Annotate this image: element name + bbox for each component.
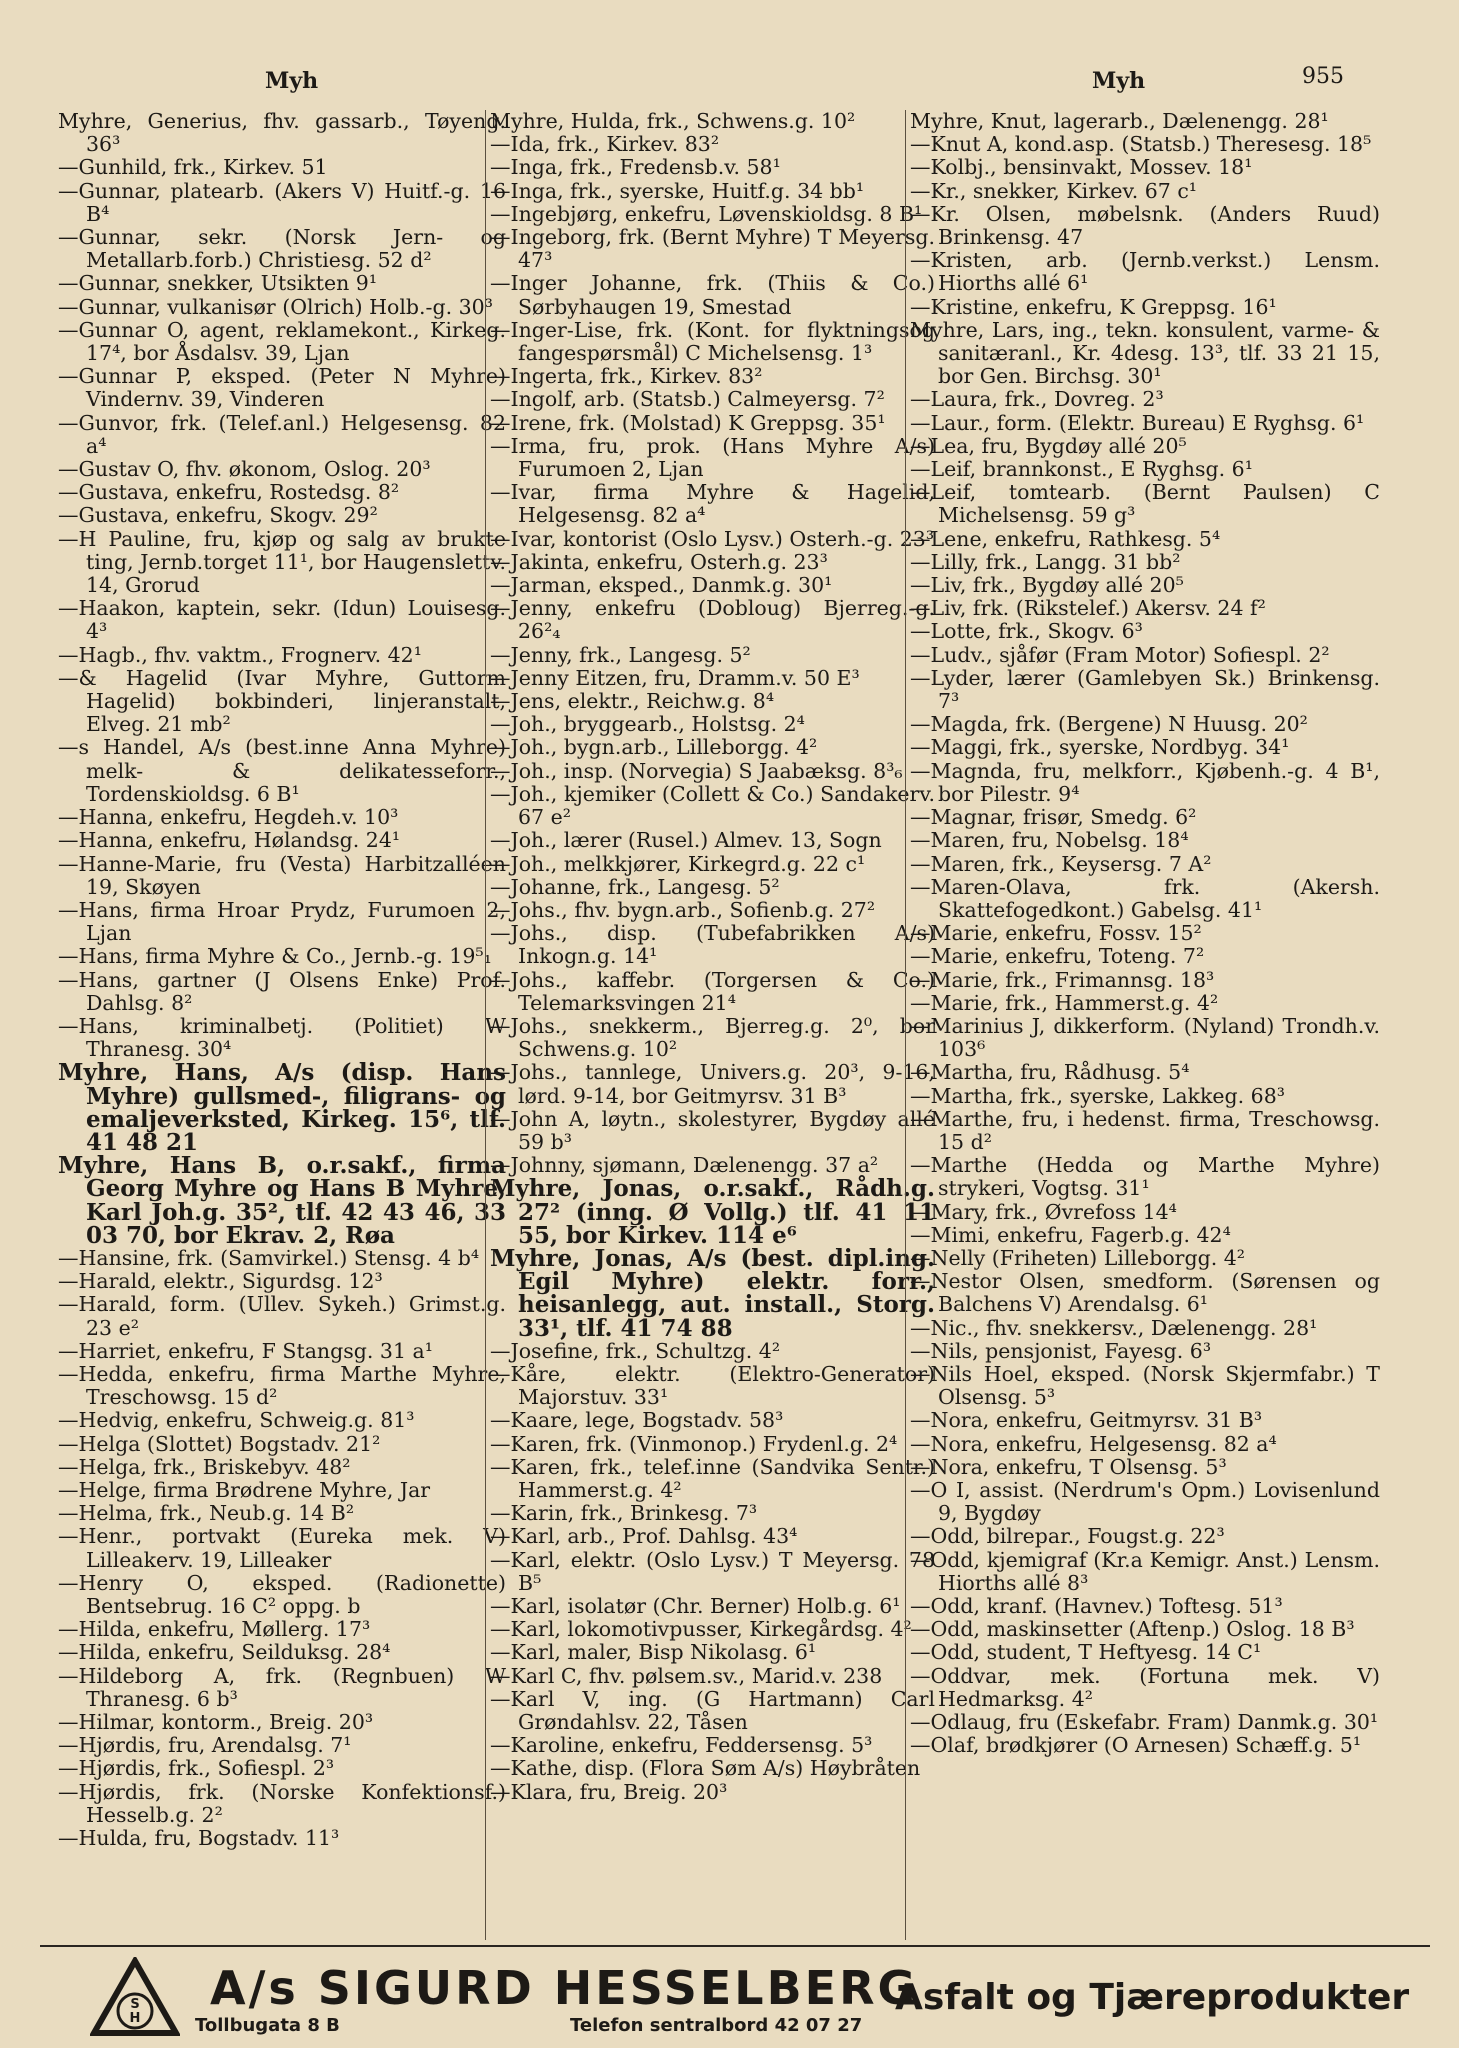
directory-entry: —Karen, frk. (Vinmonop.) Frydenl.g. 2⁴ — [490, 1431, 898, 1456]
directory-entry: —Ingolf, arb. (Statsb.) Calmeyersg. 7² — [490, 387, 885, 412]
directory-entry: —Hulda, fru, Bogstadv. 11³ — [58, 1826, 340, 1851]
directory-entry: —Inger Johanne, frk. (Thiis & Co.) Sørbyhaugen 19, Smestad — [490, 271, 935, 319]
directory-entry: —Marthe, fru, i hedenst. firma, Treschowsg. 15 d² — [910, 1106, 1380, 1154]
directory-entry: —Odlaug, fru (Eskefabr. Fram) Danmk.g. 30¹ — [910, 1710, 1379, 1735]
directory-entry: —Gustava, enkefru, Skogv. 29² — [58, 503, 378, 528]
directory-entry: —Johanne, frk., Langesg. 5² — [490, 874, 780, 899]
directory-entry: —Karl V, ing. (G Hartmann) Carl Grøndahlsv. 22, Tåsen — [490, 1686, 935, 1735]
directory-entry: —Klara, fru, Breig. 20³ — [490, 1779, 728, 1804]
directory-entry: —Hanna, enkefru, Hølandsg. 24¹ — [58, 828, 401, 853]
directory-entry: —Karin, frk., Brinkesg. 7³ — [490, 1501, 758, 1526]
directory-entry: —Karl C, fhv. pølsem.sv., Marid.v. 238 — [490, 1663, 883, 1688]
directory-entry: Myhre, Lars, ing., tekn. konsulent, varme- & sanitæranl., Kr. 4desg. 13³, tlf. 33 21 15, bor Gen. Birchsg. 30¹ — [910, 317, 1380, 389]
ad-phone: Telefon sentralbord 42 07 27 — [570, 2015, 863, 2036]
directory-entry: —Nestor Olsen, smedform. (Sørensen og Balchens V) Arendalsg. 6¹ — [910, 1269, 1380, 1317]
directory-entry: —Ingeborg, frk. (Bernt Myhre) T Meyersg. 47³ — [490, 225, 935, 273]
directory-entry: —Maren, fru, Nobelsg. 18⁴ — [910, 828, 1189, 853]
directory-entry: Myhre, Generius, fhv. gassarb., Tøyeng. 36³ — [58, 109, 506, 157]
directory-entry: —Lotte, frk., Skogv. 6³ — [910, 619, 1143, 644]
directory-entry: —Marie, enkefru, Toteng. 7² — [910, 944, 1205, 969]
directory-entry: —Hjørdis, fru, Arendalsg. 7¹ — [58, 1733, 352, 1758]
directory-entry: —Kaare, lege, Bogstadv. 58³ — [490, 1408, 784, 1433]
directory-entry: —Johnny, sjømann, Dælenengg. 37 a² — [490, 1153, 879, 1178]
directory-entry: —Johs., disp. (Tubefabrikken A/s) Inkogn.g. 14¹ — [490, 921, 935, 969]
directory-entry: —Nils Hoel, eksped. (Norsk Skjermfabr.) T Olsensg. 5³ — [910, 1361, 1380, 1410]
directory-entry: —Jens, elektr., Reichw.g. 8⁴ — [490, 689, 775, 714]
directory-entry: —Liv, frk., Bygdøy allé 20⁵ — [910, 573, 1184, 598]
directory-entry: —Helge, firma Brødrene Myhre, Jar — [58, 1477, 431, 1502]
directory-entry: —Odd, maskinsetter (Aftenp.) Oslog. 18 B³ — [910, 1617, 1355, 1642]
directory-entry: —Joh., bygn.arb., Lilleborgg. 4² — [490, 735, 818, 760]
directory-entry: —Jenny, frk., Langesg. 5² — [490, 642, 751, 667]
directory-entry: —Joh., insp. (Norvegia) S Jaabæksg. 8³₆ — [490, 758, 903, 783]
directory-entry: —Hans, kriminalbetj. (Politiet) W Thranesg. 30⁴ — [58, 1013, 506, 1062]
directory-entry: —Marinius J, dikkerform. (Nyland) Trondh.v. 103⁶ — [910, 1013, 1380, 1062]
directory-entry: —Ivar, firma Myhre & Hagelid, Helgesensg. 82 a⁴ — [490, 480, 935, 528]
directory-entry: —Haakon, kaptein, sekr. (Idun) Louisesg. 4³ — [58, 596, 506, 644]
directory-page — [40, 0, 1430, 2048]
directory-entry: —Ida, frk., Kirkev. 83² — [490, 132, 720, 157]
directory-entry: —Gustava, enkefru, Rostedsg. 8² — [58, 480, 400, 505]
directory-entry: —Martha, frk., syerske, Lakkeg. 68³ — [910, 1083, 1285, 1108]
directory-entry: —John A, løytn., skolestyrer, Bygdøy allé 59 b³ — [490, 1106, 935, 1154]
ad-products: Asfalt og Tjæreprodukter — [895, 1977, 1410, 2018]
directory-entry: —Marie, enkefru, Fossv. 15² — [910, 921, 1202, 946]
directory-entry: —Lilly, frk., Langg. 31 bb² — [910, 549, 1181, 574]
directory-entry: —Hilmar, kontorm., Breig. 20³ — [58, 1710, 374, 1735]
directory-entry: —s Handel, A/s (best.inne Anna Myhre) melk- & delikatesseforr., Tordenskioldsg. 6 B¹ — [58, 735, 506, 806]
directory-entry: —Ivar, kontorist (Oslo Lysv.) Osterh.-g. 23³ — [490, 526, 935, 551]
directory-entry: —Nora, enkefru, Helgesensg. 82 a⁴ — [910, 1431, 1277, 1456]
svg-text:S: S — [130, 1997, 140, 2012]
directory-entry: —Hans, gartner (J Olsens Enke) Prof. Dahlsg. 8² — [58, 967, 506, 1015]
directory-entry: —Mary, frk., Øvrefoss 14⁴ — [910, 1199, 1177, 1224]
directory-entry: —Gustav O, fhv. økonom, Oslog. 20³ — [58, 457, 431, 482]
directory-entry: —Joh., bryggearb., Holstsg. 2⁴ — [490, 712, 805, 737]
directory-entry: —Karl, isolatør (Chr. Berner) Holb.g. 6¹ — [490, 1594, 901, 1618]
directory-entry: —Kristine, enkefru, K Greppsg. 16¹ — [910, 294, 1277, 319]
directory-entry: —Hanne-Marie, fru (Vesta) Harbitzalléen 19, Skøyen — [58, 851, 506, 899]
directory-entry: —Lene, enkefru, Rathkesg. 5⁴ — [910, 526, 1221, 551]
directory-entry: —Gunvor, frk. (Telef.anl.) Helgesensg. 82 a⁴ — [58, 410, 506, 458]
directory-entry: —Martha, fru, Rådhusg. 5⁴ — [910, 1060, 1190, 1085]
directory-entry: —Odd, kranf. (Havnev.) Toftesg. 51³ — [910, 1594, 1283, 1618]
directory-entry: —Harald, form. (Ullev. Sykeh.) Grimst.g. 23 e² — [58, 1292, 506, 1340]
directory-entry: —Ludv., sjåfør (Fram Motor) Sofiespl. 2² — [910, 642, 1330, 667]
directory-entry: —Gunnar, sekr. (Norsk Jern- og Metallarb.forb.) Christiesg. 52 d² — [58, 225, 506, 273]
directory-entry: —Helma, frk., Neub.g. 14 B² — [58, 1501, 355, 1526]
directory-entry: —Hildeborg A, frk. (Regnbuen) W Thranesg. 6 b³ — [58, 1663, 506, 1711]
directory-entry: —Josefine, frk., Schultzg. 4² — [490, 1338, 781, 1363]
directory-entry: —Irma, fru, prok. (Hans Myhre A/s) Furumoen 2, Ljan — [490, 433, 935, 482]
directory-entry: —Hanna, enkefru, Hegdeh.v. 10³ — [58, 805, 399, 830]
directory-entry: —Johs., snekkerm., Bjerreg.g. 2⁰, bor Schwens.g. 10² — [490, 1013, 935, 1062]
directory-entry: —Knut A, kond.asp. (Statsb.) Theresesg. 18⁵ — [910, 132, 1372, 157]
directory-entry: —Kolbj., bensinvakt, Mossev. 18¹ — [910, 155, 1253, 180]
directory-entry: —Laur., form. (Elektr. Bureau) E Ryghsg. 6¹ — [910, 410, 1365, 435]
directory-entry: —Lyder, lærer (Gamlebyen Sk.) Brinkensg. 7³ — [910, 665, 1380, 714]
column-1 — [58, 110, 506, 1940]
directory-entry: —Marie, frk., Frimannsg. 18³ — [910, 967, 1215, 992]
directory-entry: —Maren, frk., Keysersg. 7 A² — [910, 851, 1212, 876]
column-3 — [905, 110, 1380, 1940]
directory-entry: —Gunnar, snekker, Utsikten 9¹ — [58, 271, 378, 296]
directory-entry: —Odd, kjemigraf (Kr.a Kemigr. Anst.) Lensm. Hiorths allé 8³ — [910, 1547, 1380, 1595]
directory-entry: —Nic., fhv. snekkersv., Dælenengg. 28¹ — [910, 1315, 1318, 1340]
directory-entry: —Inga, frk., Fredensb.v. 58¹ — [490, 155, 781, 180]
ad-address: Tollbugata 8 B — [195, 2015, 340, 2036]
advertisement — [40, 1945, 1430, 2042]
directory-entry: —Odd, bilrepar., Fougst.g. 22³ — [910, 1524, 1225, 1549]
directory-entry: —Helga (Slottet) Bogstadv. 21² — [58, 1431, 381, 1456]
directory-entry: —Gunhild, frk., Kirkev. 51 — [58, 155, 328, 180]
directory-entry: —Jarman, eksped., Danmk.g. 30¹ — [490, 573, 833, 598]
directory-entry: —Hjørdis, frk. (Norske Konfektionsf.) Hesselb.g. 2² — [58, 1779, 506, 1827]
directory-entry: —Johs., fhv. bygn.arb., Sofienb.g. 27² — [490, 897, 876, 922]
directory-entry: —Karl, elektr. (Oslo Lysv.) T Meyersg. 78 B⁵ — [490, 1547, 935, 1595]
directory-entry: —Hedvig, enkefru, Schweig.g. 81³ — [58, 1408, 415, 1433]
directory-entry: Myhre, Knut, lagerarb., Dælenengg. 28¹ — [910, 109, 1329, 133]
directory-entry: Myhre, Hans, A/s (disp. Hans Myhre) gullsmed-, filigrans- og emaljeverksted, Kirkeg. 15⁶, tlf. 41 48 21 — [58, 1059, 506, 1156]
directory-entry: —Laura, frk., Dovreg. 2³ — [910, 387, 1164, 412]
directory-entry: —Lea, fru, Bygdøy allé 20⁵ — [910, 433, 1187, 458]
directory-entry: —Marie, frk., Hammerst.g. 4² — [910, 990, 1219, 1015]
directory-entry: —Inga, frk., syerske, Huitf.g. 34 bb¹ — [490, 178, 865, 203]
triangle-logo-icon — [90, 1957, 180, 2037]
directory-entry: —Hans, firma Myhre & Co., Jernb.-g. 19⁵₁ — [58, 944, 492, 969]
directory-entry: —Mimi, enkefru, Fagerb.g. 42⁴ — [910, 1222, 1231, 1247]
directory-entry: —Kathe, disp. (Flora Søm A/s) Høybråten — [490, 1756, 921, 1781]
directory-entry: —Maren-Olava, frk. (Akersh. Skattefogedkont.) Gabelsg. 41¹ — [910, 874, 1380, 922]
ad-firm-name: A/s SIGURD HESSELBERG — [210, 1961, 919, 2015]
directory-entry: —Karl, lokomotivpusser, Kirkegårdsg. 4² — [490, 1617, 912, 1642]
directory-entry: —Kristen, arb. (Jernb.verkst.) Lensm. Hiorths allé 6¹ — [910, 248, 1380, 296]
directory-entry: —Joh., lærer (Rusel.) Almev. 13, Sogn — [490, 828, 882, 853]
directory-entry: —O I, assist. (Nerdrum's Opm.) Lovisenlund 9, Bygdøy — [910, 1477, 1380, 1526]
directory-entry: —Gunnar, vulkanisør (Olrich) Holb.-g. 30³ — [58, 294, 493, 319]
directory-entry: —Johs., kaffebr. (Torgersen & Co.) Telemarksvingen 21⁴ — [490, 967, 935, 1015]
directory-entry: —Gunnar P, eksped. (Peter N Myhre) Vindernv. 39, Vinderen — [58, 364, 506, 412]
directory-entry: —Hjørdis, frk., Sofiespl. 2³ — [58, 1756, 335, 1781]
directory-entry: —Karl, arb., Prof. Dahlsg. 43⁴ — [490, 1524, 798, 1549]
directory-entry: —Joh., kjemiker (Collett & Co.) Sandakerv. 67 e² — [490, 781, 935, 830]
directory-entry: —Magnar, frisør, Smedg. 6² — [910, 805, 1197, 830]
directory-entry: —Nora, enkefru, Geitmyrsv. 31 B³ — [910, 1408, 1263, 1433]
directory-entry: —Harriet, enkefru, F Stangsg. 31 a¹ — [58, 1338, 433, 1363]
directory-entry: —Liv, frk. (Rikstelef.) Akersv. 24 f² — [910, 596, 1266, 621]
directory-entry: —Hans, firma Hroar Prydz, Furumoen 2, Ljan — [58, 897, 506, 946]
directory-entry: —Johs., tannlege, Univers.g. 20³, 9-16, lørd. 9-14, bor Geitmyrsv. 31 B³ — [490, 1060, 935, 1108]
directory-entry: —Gunnar, platearb. (Akers V) Huitf.-g. 16 B⁴ — [58, 178, 506, 226]
directory-entry: —Jenny Eitzen, fru, Dramm.v. 50 E³ — [490, 665, 860, 690]
directory-entry: —Hedda, enkefru, firma Marthe Myhre, Treschowsg. 15 d² — [58, 1361, 506, 1410]
directory-entry: —Hilda, enkefru, Møllerg. 17³ — [58, 1617, 371, 1642]
directory-entry: —& Hagelid (Ivar Myhre, Guttorm Hagelid) bokbinderi, linjeranstalt, Elveg. 21 mb² — [58, 665, 506, 737]
directory-entry: —Leif, brannkonst., E Ryghsg. 6¹ — [910, 457, 1253, 482]
directory-entry: —Odd, student, T Heftyesg. 14 C¹ — [910, 1640, 1262, 1665]
directory-entry: —Inger-Lise, frk. (Kont. for flyktningsog fangespørsmål) C Michelsensg. 1³ — [490, 317, 935, 366]
directory-entry: —Harald, elektr., Sigurdsg. 12³ — [58, 1269, 383, 1294]
directory-entry: Myhre, Jonas, A/s (best. dipl.ing. Egil Myhre) elektr. forr., heisanlegg, aut. install., Storg. 33¹, tlf. 41 74 88 — [490, 1244, 935, 1342]
directory-entry: —Maggi, frk., syerske, Nordbyg. 34¹ — [910, 735, 1290, 760]
svg-text:H: H — [129, 2011, 141, 2026]
directory-entry: —Nils, pensjonist, Fayesg. 6³ — [910, 1338, 1212, 1363]
directory-entry: —Hagb., fhv. vaktm., Frognerv. 42¹ — [58, 642, 422, 667]
directory-entry: —Henr., portvakt (Eureka mek. V) Lilleakerv. 19, Lilleaker — [58, 1524, 506, 1572]
directory-entry: —Magda, frk. (Bergene) N Huusg. 20² — [910, 712, 1308, 737]
directory-entry: —Jakinta, enkefru, Osterh.g. 23³ — [490, 549, 828, 574]
directory-entry: —Helga, frk., Briskebyv. 48² — [58, 1454, 351, 1479]
directory-entry: —Magnda, fru, melkforr., Kjøbenh.-g. 4 B¹, bor Pilestr. 9⁴ — [910, 758, 1380, 806]
page-header — [40, 58, 1430, 98]
column-2 — [485, 110, 935, 1940]
page-number: 955 — [1302, 64, 1344, 89]
directory-entry: —Ingebjørg, enkefru, Løvenskioldsg. 8 B¹ — [490, 201, 923, 226]
directory-entry: —Nelly (Friheten) Lilleborgg. 4² — [910, 1245, 1245, 1270]
directory-entry: —Gunnar O, agent, reklamekont., Kirkeg. 17⁴, bor Åsdalsv. 39, Ljan — [58, 317, 506, 366]
directory-entry: —Oddvar, mek. (Fortuna mek. V) Hedmarksg. 4² — [910, 1663, 1380, 1711]
directory-entry: —Jenny, enkefru (Dobloug) Bjerreg.-g. 26²₄ — [490, 596, 935, 644]
right-guide-word: Myh — [1092, 68, 1146, 94]
directory-entry: —Hilda, enkefru, Seilduksg. 28⁴ — [58, 1640, 391, 1665]
directory-entry: —Karoline, enkefru, Feddersensg. 5³ — [490, 1733, 873, 1758]
directory-entry: —Kr., snekker, Kirkev. 67 c¹ — [910, 178, 1198, 203]
directory-entry: —Leif, tomtearb. (Bernt Paulsen) C Michelsensg. 59 g³ — [910, 480, 1380, 528]
directory-entry: Myhre, Hulda, frk., Schwens.g. 10² — [490, 109, 856, 133]
directory-entry: —Karl, maler, Bisp Nikolasg. 6¹ — [490, 1640, 817, 1665]
left-guide-word: Myh — [265, 68, 319, 94]
directory-entry: Myhre, Hans B, o.r.sakf., firma Georg Myhre og Hans B Myhre, Karl Joh.g. 35², tlf. 42 43 46, 33 03 70, bor Ekrav. 2, Røa — [58, 1152, 506, 1249]
directory-entry: —Irene, frk. (Molstad) K Greppsg. 35¹ — [490, 410, 886, 435]
directory-entry: —Joh., melkkjører, Kirkegrd.g. 22 c¹ — [490, 851, 866, 876]
directory-entry: —Nora, enkefru, T Olsensg. 5³ — [910, 1454, 1227, 1479]
directory-entry: —Karen, frk., telef.inne (Sandvika Sentr.) Hammerst.g. 4² — [490, 1454, 935, 1502]
directory-entry: —H Pauline, fru, kjøp og salg av brukte ting, Jernb.torget 11¹, bor Haugenslettv. 14, Grorud — [58, 526, 506, 598]
directory-entry: —Olaf, brødkjører (O Arnesen) Schæff.g. 5¹ — [910, 1733, 1362, 1758]
directory-entry: —Kr. Olsen, møbelsnk. (Anders Ruud) Brinkensg. 47 — [910, 201, 1380, 250]
directory-entry: —Marthe (Hedda og Marthe Myhre) strykeri, Vogtsg. 31¹ — [910, 1153, 1380, 1201]
directory-entry: Myhre, Jonas, o.r.sakf., Rådh.g. 27² (inng. Ø Vollg.) tlf. 41 11 55, bor Kirkev. 114 e⁶ — [490, 1175, 935, 1249]
directory-entry: —Ingerta, frk., Kirkev. 83² — [490, 364, 763, 389]
directory-entry: —Hansine, frk. (Samvirkel.) Stensg. 4 b⁴ — [58, 1245, 480, 1270]
directory-entry: —Henry O, eksped. (Radionette) Bentsebrug. 16 C² oppg. b — [58, 1570, 506, 1618]
directory-entry: —Kåre, elektr. (Elektro-Generator) Majorstuv. 33¹ — [490, 1361, 935, 1410]
